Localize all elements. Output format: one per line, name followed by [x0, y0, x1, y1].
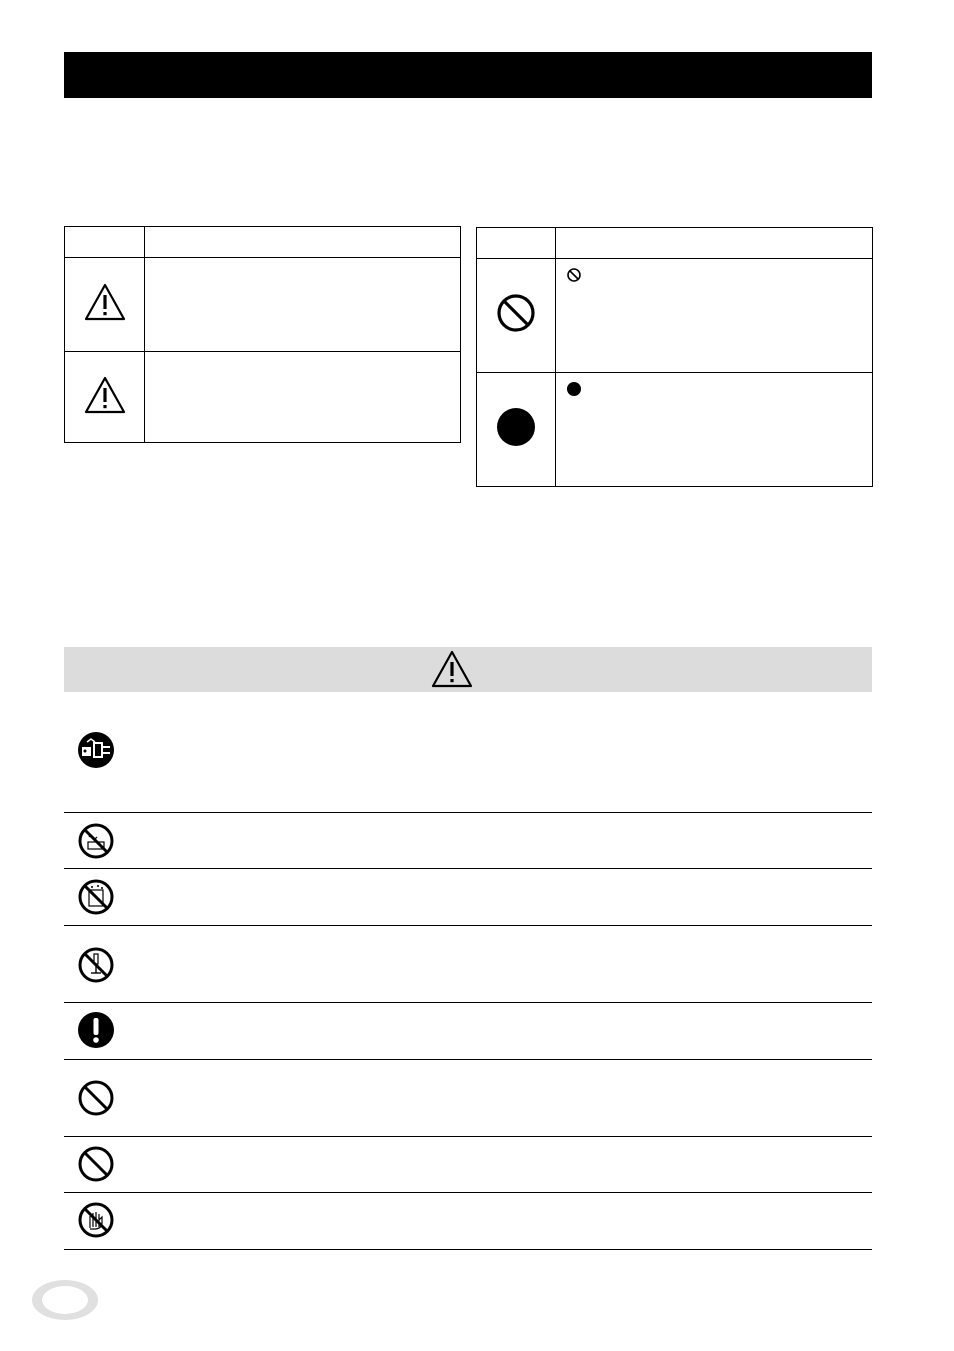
- divider: [64, 1002, 872, 1003]
- divider: [64, 1192, 872, 1193]
- legend-description: [145, 258, 461, 352]
- symbol-legend-table: [476, 227, 873, 487]
- legend-description: [556, 259, 873, 373]
- legend-icon-cell: [477, 259, 556, 373]
- small-dot-icon: [566, 385, 582, 400]
- legend-header-row: [65, 227, 461, 258]
- legend-description: [145, 352, 461, 443]
- prohibited-icon: [495, 321, 537, 338]
- divider: [64, 812, 872, 813]
- no-water-contact-icon: [77, 878, 115, 921]
- page-number: [42, 1286, 88, 1314]
- page-number-badge: [32, 1280, 98, 1320]
- prohibited-icon: [77, 1145, 115, 1188]
- legend-header-row: [477, 228, 873, 259]
- divider: [64, 1136, 872, 1137]
- legend-icon-cell: [477, 373, 556, 487]
- mandatory-exclamation-icon: [77, 1011, 115, 1054]
- legend-row: [65, 352, 461, 443]
- legend-icon-cell: [65, 258, 145, 352]
- unplug-icon: [77, 731, 115, 774]
- warning-banner: [64, 647, 872, 692]
- divider: [64, 925, 872, 926]
- mandatory-dot-icon: [495, 435, 537, 452]
- no-disassembly-icon: [77, 946, 115, 989]
- small-prohibited-icon: [566, 271, 582, 286]
- divider: [64, 868, 872, 869]
- no-wet-area-icon: [77, 822, 115, 865]
- legend-meaning-header: [145, 227, 461, 258]
- legend-meaning-header: [556, 228, 873, 259]
- legend-description: [556, 373, 873, 487]
- section-title-bar: [64, 52, 872, 98]
- warning-triangle-icon: [430, 649, 474, 694]
- legend-symbol-header: [477, 228, 556, 259]
- no-touch-hand-icon: [77, 1201, 115, 1244]
- divider: [64, 1059, 872, 1060]
- prohibited-icon: [77, 1079, 115, 1122]
- legend-row: [65, 258, 461, 352]
- legend-row: [477, 259, 873, 373]
- warning-legend-table: [64, 226, 461, 443]
- caution-triangle-icon: [83, 402, 127, 419]
- divider: [64, 1249, 872, 1250]
- legend-icon-cell: [65, 352, 145, 443]
- legend-symbol-header: [65, 227, 145, 258]
- warning-triangle-icon: [83, 309, 127, 326]
- legend-row: [477, 373, 873, 487]
